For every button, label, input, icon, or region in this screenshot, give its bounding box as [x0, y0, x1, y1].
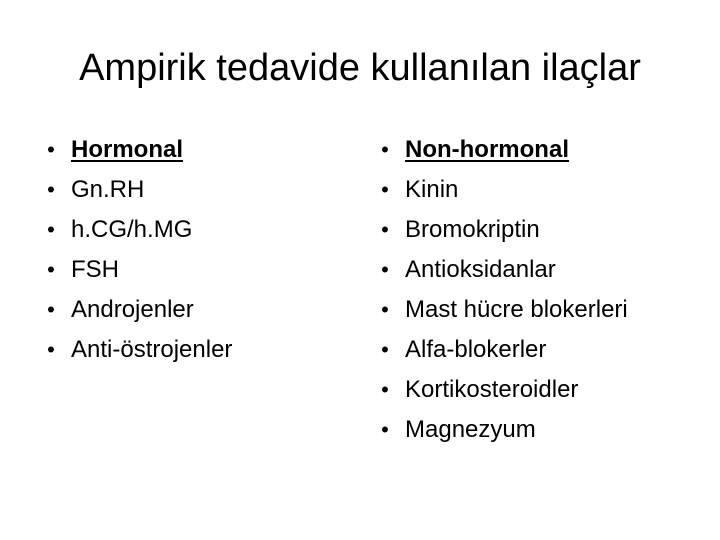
list-item-label: h.CG/h.MG: [71, 216, 193, 243]
bullet-icon: •: [381, 417, 389, 442]
bullet-icon: •: [381, 177, 389, 202]
list-item: [378, 410, 708, 450]
list-item: [378, 290, 708, 330]
bullet-icon: •: [47, 297, 55, 322]
bullet-icon: •: [47, 337, 55, 362]
bullet-icon: •: [47, 257, 55, 282]
list-item-heading: [378, 130, 708, 170]
list-item: [44, 210, 344, 250]
list-item: [378, 210, 708, 250]
left-column-list: [44, 130, 344, 370]
list-item-label: Mast hücre blokerleri: [405, 296, 628, 323]
list-item-label: Magnezyum: [405, 416, 536, 443]
right-column-heading: Non-hormonal: [405, 136, 569, 163]
left-column-heading: Hormonal: [71, 136, 184, 163]
list-item-label: Antioksidanlar: [405, 256, 556, 283]
list-item: [378, 330, 708, 370]
list-item: [44, 170, 344, 210]
list-item: [44, 330, 344, 370]
slide-title: Ampirik tedavide kullanılan ilaçlar: [79, 47, 641, 89]
bullet-icon: •: [47, 137, 55, 162]
bullet-icon: •: [381, 217, 389, 242]
list-item-label: Alfa-blokerler: [405, 336, 547, 363]
list-item-label: Bromokriptin: [405, 216, 540, 243]
bullet-icon: •: [47, 217, 55, 242]
list-item: [44, 290, 344, 330]
bullet-icon: •: [381, 377, 389, 402]
list-item-heading: [44, 130, 344, 170]
list-item: [378, 370, 708, 410]
bullet-icon: •: [381, 137, 389, 162]
list-item-label: Kinin: [405, 176, 459, 203]
bullet-icon: •: [381, 337, 389, 362]
list-item-label: Gn.RH: [71, 176, 145, 203]
list-item-label: Androjenler: [71, 296, 194, 323]
bullet-icon: •: [381, 297, 389, 322]
list-item: [378, 250, 708, 290]
list-item: [378, 170, 708, 210]
bullet-icon: •: [381, 257, 389, 282]
list-item-label: FSH: [71, 256, 119, 283]
bullet-icon: •: [47, 177, 55, 202]
right-column-list: [378, 130, 708, 450]
list-item-label: Kortikosteroidler: [405, 376, 579, 403]
list-item: [44, 250, 344, 290]
list-item-label: Anti-östrojenler: [71, 336, 233, 363]
